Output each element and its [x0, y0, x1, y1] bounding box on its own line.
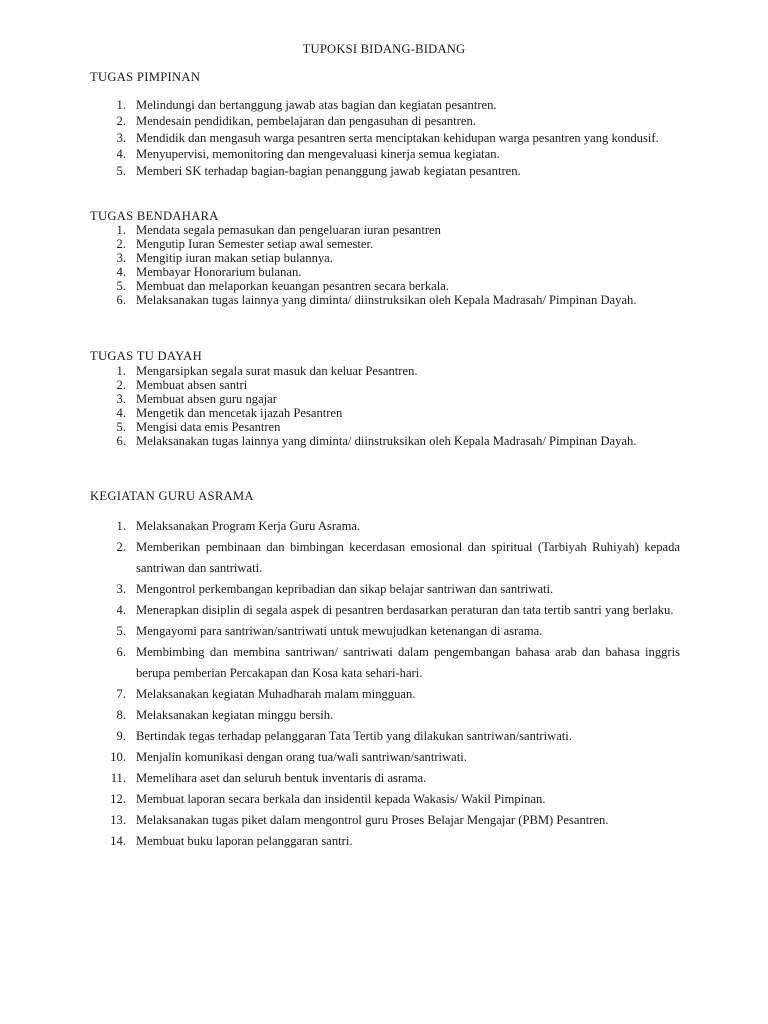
- list-item: [90, 279, 680, 293]
- list-item-text: Menjalin komunikasi dengan orang tua/wali santriwan/santriwati.: [136, 750, 467, 764]
- list-item: [90, 434, 680, 448]
- list-item: [90, 705, 680, 726]
- list-item-number: 6.: [116, 645, 126, 659]
- list-item-number: 8.: [116, 708, 126, 722]
- list-item-number: 3.: [116, 392, 126, 406]
- list-item-text: Mengutip Iuran Semester setiap awal semester.: [136, 237, 374, 251]
- list-item: [90, 726, 680, 747]
- list-item-number: 5.: [116, 279, 126, 293]
- list-item-number: 4.: [116, 147, 126, 162]
- list-item-number: 3.: [116, 251, 126, 265]
- list-item: [90, 537, 680, 579]
- list-item-number: 4.: [116, 603, 126, 617]
- list-item: [90, 113, 680, 129]
- list-item-number: 7.: [116, 687, 126, 701]
- list-item: [90, 768, 680, 789]
- list-item-text: Membuat dan melaporkan keuangan pesantren secara berkala.: [136, 279, 449, 293]
- list-item: [90, 223, 680, 237]
- list-item-number: 3.: [116, 130, 126, 145]
- list-item-text: Melaksanakan kegiatan Muhadharah malam mingguan.: [136, 687, 416, 701]
- list-pimpinan: [90, 97, 680, 179]
- list-item-number: 2.: [116, 114, 126, 129]
- list-item: [90, 420, 680, 434]
- list-item-text: Bertindak tegas terhadap pelanggaran Tata Tertib yang dilakukan santriwan/santriwati.: [136, 729, 572, 743]
- list-item: [90, 237, 680, 251]
- list-item-number: 12.: [110, 792, 126, 806]
- list-item-number: 4.: [116, 265, 126, 279]
- list-item: [90, 392, 680, 406]
- list-item: [90, 810, 680, 831]
- list-item-number: 4.: [116, 406, 126, 420]
- list-item: [90, 378, 680, 392]
- list-item-text: Mengayomi para santriwan/santriwati untuk mewujudkan ketenangan di asrama.: [136, 624, 543, 638]
- list-item-text: Melaksanakan Program Kerja Guru Asrama.: [136, 519, 361, 533]
- list-item-text: Membuat absen santri: [136, 378, 248, 392]
- list-item-number: 2.: [116, 237, 126, 251]
- list-item: [90, 789, 680, 810]
- section-heading-guru-asrama: KEGIATAN GURU ASRAMA: [90, 489, 254, 503]
- list-item: [90, 684, 680, 705]
- document-title: TUPOKSI BIDANG-BIDANG: [302, 42, 466, 56]
- list-item: [90, 747, 680, 768]
- list-bendahara: [90, 223, 680, 307]
- list-item-text: Membuat laporan secara berkala dan insidentil kepada Wakasis/ Wakil Pimpinan.: [136, 792, 546, 806]
- list-item: [90, 516, 680, 537]
- list-item: [90, 621, 680, 642]
- list-item-text: Melaksanakan tugas piket dalam mengontrol guru Proses Belajar Mengajar (PBM) Pesantren.: [136, 813, 609, 827]
- list-tu-dayah: [90, 364, 680, 448]
- list-item: [90, 600, 680, 621]
- list-item-text: Melaksanakan tugas lainnya yang diminta/ diinstruksikan oleh Kepala Madrasah/ Pimpinan Dayah.: [136, 293, 637, 307]
- list-item-number: 11.: [110, 771, 126, 785]
- list-item-number: 14.: [110, 834, 126, 848]
- list-item-text: Melindungi dan bertanggung jawab atas bagian dan kegiatan pesantren.: [136, 98, 497, 112]
- list-item-number: 2.: [116, 378, 126, 392]
- list-item: [90, 265, 680, 279]
- list-item-text: Membuat absen guru ngajar: [136, 392, 277, 406]
- list-item-number: 1.: [116, 223, 126, 237]
- list-item-text: Memberikan pembinaan dan bimbingan kecerdasan emosional dan spiritual (Tarbiyah Ruhiyah) kepada santriwan dan santriwati.: [136, 540, 680, 575]
- list-item-number: 1.: [116, 364, 126, 378]
- list-item-number: 6.: [116, 434, 126, 448]
- list-item-text: Mengisi data emis Pesantren: [136, 420, 281, 434]
- list-item-number: 13.: [110, 813, 126, 827]
- list-item-text: Mengarsipkan segala surat masuk dan keluar Pesantren.: [136, 364, 418, 378]
- list-item-text: Melaksanakan kegiatan minggu bersih.: [136, 708, 334, 722]
- list-item: [90, 642, 680, 684]
- list-item: [90, 97, 680, 113]
- list-item: [90, 251, 680, 265]
- section-heading-pimpinan: TUGAS PIMPINAN: [90, 70, 201, 84]
- list-item-number: 10.: [110, 750, 126, 764]
- list-item: [90, 163, 680, 179]
- list-item-text: Mengontrol perkembangan kepribadian dan sikap belajar santriwan dan santriwati.: [136, 582, 554, 596]
- list-item-text: Memberi SK terhadap bagian-bagian penanggung jawab kegiatan pesantren.: [136, 163, 521, 178]
- list-item: [90, 130, 680, 146]
- list-item: [90, 293, 680, 307]
- list-item-number: 5.: [116, 420, 126, 434]
- list-item-text: Memelihara aset dan seluruh bentuk inventaris di asrama.: [136, 771, 427, 785]
- list-item: [90, 831, 680, 852]
- list-item-number: 1.: [116, 519, 126, 533]
- list-item-text: Mendata segala pemasukan dan pengeluaran iuran pesantren: [136, 223, 441, 237]
- list-guru-asrama: [90, 516, 680, 852]
- list-item-text: Membimbing dan membina santriwan/ santriwati dalam pengembangan bahasa arab dan bahasa inggris berupa pemberian Percakapan dan Kosa kata sehari-hari.: [136, 645, 680, 680]
- list-item-number: 1.: [116, 98, 126, 112]
- list-item-number: 2.: [116, 540, 126, 554]
- list-item: [90, 364, 680, 378]
- list-item-text: Mendesain pendidikan, pembelajaran dan pengasuhan di pesantren.: [136, 114, 476, 129]
- list-item-text: Menerapkan disiplin di segala aspek di pesantren berdasarkan peraturan dan tata tertib santri yang berlaku.: [136, 603, 674, 617]
- list-item-text: Mengitip iuran makan setiap bulannya.: [136, 251, 333, 265]
- list-item-number: 9.: [116, 729, 126, 743]
- list-item-text: Membayar Honorarium bulanan.: [136, 265, 302, 279]
- list-item-text: Membuat buku laporan pelanggaran santri.: [136, 834, 353, 848]
- list-item: [90, 406, 680, 420]
- list-item-number: 6.: [116, 293, 126, 307]
- section-heading-tu-dayah: TUGAS TU DAYAH: [90, 349, 202, 363]
- list-item-text: Mengetik dan mencetak ijazah Pesantren: [136, 406, 343, 420]
- list-item-number: 3.: [116, 582, 126, 596]
- section-heading-bendahara: TUGAS BENDAHARA: [90, 209, 219, 223]
- list-item-text: Mendidik dan mengasuh warga pesantren serta menciptakan kehidupan warga pesantren yang kondusif.: [136, 130, 659, 145]
- list-item-number: 5.: [116, 163, 126, 178]
- list-item-text: Melaksanakan tugas lainnya yang diminta/ diinstruksikan oleh Kepala Madrasah/ Pimpinan Dayah.: [136, 434, 637, 448]
- list-item: [90, 146, 680, 162]
- list-item: [90, 579, 680, 600]
- list-item-text: Menyupervisi, memonitoring dan mengevaluasi kinerja semua kegiatan.: [136, 147, 500, 162]
- list-item-number: 5.: [116, 624, 126, 638]
